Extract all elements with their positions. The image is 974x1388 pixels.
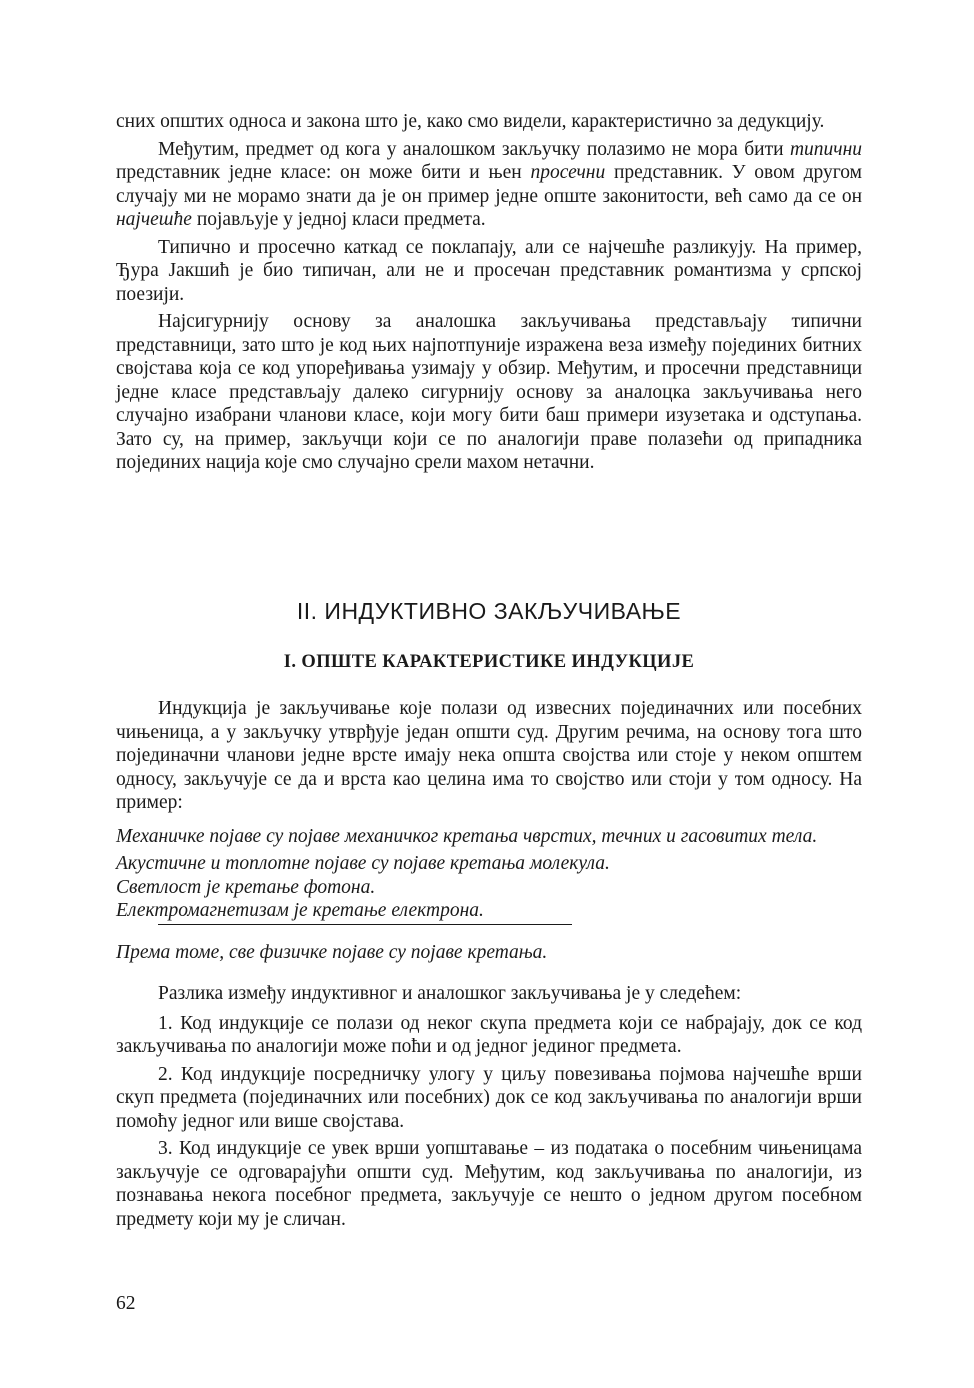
paragraph-difference-intro: Разлика између индуктивног и аналошког закључивања је у следећем:: [158, 983, 742, 1004]
difference-point: 1. Код индукције се полази од неког скупа предмета који се набрајају, док се код закључивања по аналогији може поћи и од једног јединог предмета.: [116, 1012, 862, 1057]
difference-point: 3. Код индукције се увек врши уопштавање – из података о посебним чињеницама закључује се одговарајући општи суд. Међутим, код закључивања по аналогији, из познавања некога посебног предмета, закључује се нешто о једном другом посебном предмету који му је сличан.: [116, 1138, 862, 1230]
example-premise: Акустичне и топлотне појаве су појаве кретања молекула.: [116, 853, 610, 874]
paragraph-continuation: сних општих односа и закона што је, како смо видели, карактеристично за дедукцију.: [116, 111, 825, 132]
paragraph-induction-definition: Индукција је закључивање које полази од извесних појединачних или посебних чињеница, а у закључку утврђује један општи суд. Другим речима, на основу тога што појединачни чланови једне врсте имају нека општа својства или стоје у неком општем односу, закључује се да и врста као целина има то својство или стоји у том односу. На пример:: [116, 698, 862, 813]
section-title: I. ОПШТЕ КАРАКТЕРИСТИКЕ ИНДУКЦИЈЕ: [283, 652, 695, 672]
text-block-induction: [116, 697, 862, 1231]
paragraph-basis: Најсигурнију основу за аналошка закључивања представљају типични представници, зато што је код њих најпотпуније изражена веза између појединих битних својстава која се код упоређивања узимају у обзир. Међутим, и просечни представници једне класе представљају далеко сигурнију основу за аналоцка закључивања него случајно изабрани чланови класе, који могу бити баш примери изузетака и одступања. Зато су, на пример, закључци који се по аналогији праве полазећи од припадника појединих нација које смо случајно срели махом нетачни.: [116, 311, 862, 473]
example-conclusion: Према томе, све физичке појаве су појаве кретања.: [116, 941, 548, 963]
conclusion-divider: [158, 924, 572, 925]
chapter-title: II. ИНДУКТИВНО ЗАКЉУЧИВАЊЕ: [296, 598, 682, 624]
paragraph-example: Типично и просечно каткад се поклапају, али се најчешће разликују. На пример, Ђура Јакшић је био типичан, али не и просечан представник романтизма у српској поезији.: [116, 236, 862, 305]
page-number: 62: [116, 1293, 136, 1314]
text-block-analogy: [116, 110, 862, 475]
example-premise: Електромагнетизам је кретање електрона.: [116, 900, 484, 921]
difference-point: 2. Код индукције посредничку улогу у циљу повезивања појмова најчешће врши скуп предмета (појединачних или посебних) док се код закључивања по аналогији врши помоћу једног или више својстава.: [116, 1063, 862, 1132]
example-premise: Механичке појаве су појаве механичког кретања чврстих, течних и гасовитих тела.: [116, 825, 818, 847]
paragraph-typical-average: Међутим, предмет од кога у аналошком закључку полазимо не мора бити типични представник једне класе: он може бити и њен просечни представник. У овом другом случају ми не морамо знати да је он пример једне опште законитости, већ само да се он најчешће појављује у једној класи предмета.: [116, 138, 862, 230]
example-premise: Светлост је кретање фотона.: [116, 876, 376, 898]
